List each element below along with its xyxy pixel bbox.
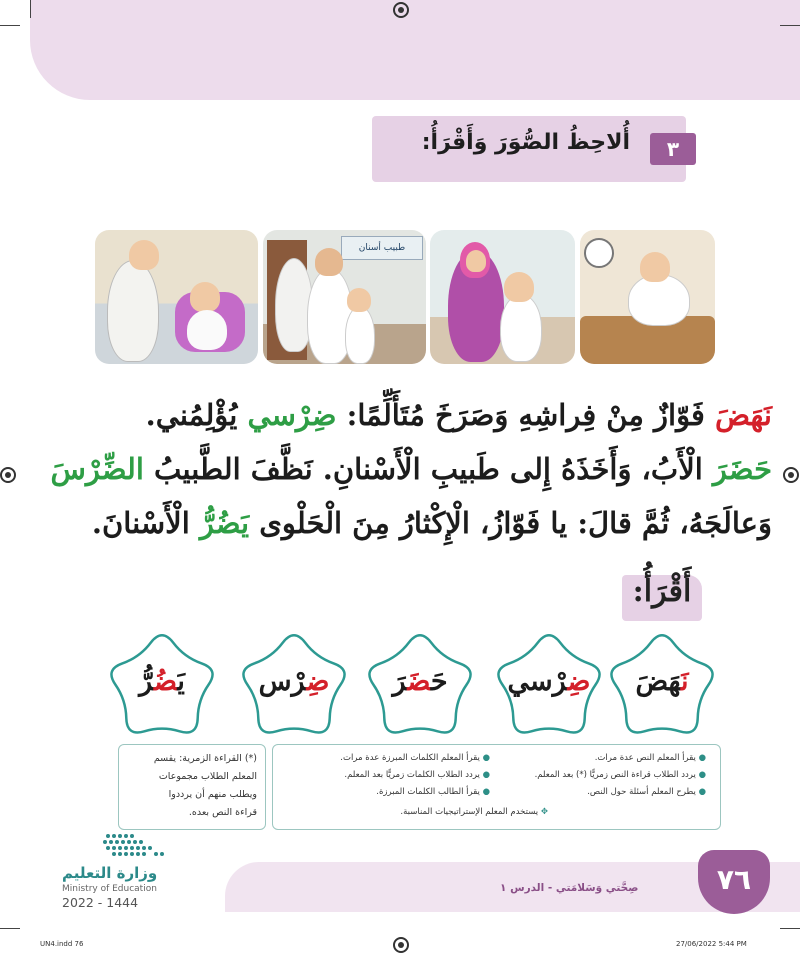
word-star-4	[232, 626, 356, 744]
word-part: يَ	[177, 666, 185, 697]
footnote-line: (*) القراءة الزمرية: يقسم	[153, 753, 257, 764]
word-star-5	[100, 626, 224, 744]
section-number: ٣	[650, 133, 696, 165]
word-star-2	[487, 626, 611, 744]
crop-mark	[780, 928, 800, 929]
word-part: رَ	[392, 666, 408, 697]
slug-date: 27/06/2022 5:44 PM	[676, 940, 747, 948]
story-segment: وَعالَجَهُ، ثُمَّ قالَ: يا فَوّازُ، الْإِكْثارُ مِنَ الْحَلْوى	[249, 506, 772, 540]
note-left-1: ● يقرأ المعلم الكلمات المبرزة عدة مرات.	[340, 753, 490, 763]
crop-mark	[30, 0, 31, 18]
top-banner	[30, 0, 800, 100]
word-part: ضُ	[153, 666, 178, 697]
registration-mark	[783, 467, 799, 483]
ministry-name-arabic: وزارة التعليم	[62, 864, 158, 882]
clinic-sign: طبيب أسنان	[341, 236, 423, 260]
word-part: ضِ	[306, 666, 330, 697]
teacher-notes-box	[272, 744, 721, 830]
edition-year: 2022 - 1444	[62, 895, 139, 910]
story-segment: الضِّرْسَ	[50, 452, 144, 486]
crop-mark	[780, 25, 800, 26]
story-segment: فَوّازٌ مِنْ فِراشِهِ وَصَرَخَ مُتَأَلِّمًا:	[336, 398, 716, 432]
story-segment: الْأَسْنانَ.	[91, 506, 200, 540]
word-part: رْسي	[507, 666, 568, 697]
read-title: أَقْرَأُ:	[632, 574, 692, 609]
note-right-2: ● يردد الطلاب قراءة النص زمريًّا (*) بعد المعلم.	[534, 770, 706, 780]
ministry-name-english: Ministry of Education	[62, 884, 157, 894]
story-segment: ضِرْسي	[247, 398, 337, 432]
word-part: ضَ	[407, 666, 431, 697]
picture-father-and-son-at-clinic	[263, 230, 426, 364]
word-star-3	[358, 626, 482, 744]
word-part: هَضَ	[635, 666, 681, 697]
registration-mark	[393, 2, 409, 18]
star-word	[358, 666, 482, 697]
ministry-logo-icon	[100, 832, 170, 860]
section-title: أُلاحِظُ الصُّوَرَ وَأَقْرَأُ:	[421, 130, 630, 155]
star-word	[100, 666, 224, 697]
story-segment: يَضُرُّ	[199, 506, 250, 540]
crop-mark	[0, 25, 20, 26]
footnote-line: ويطلب منهم أن يرددوا	[168, 789, 257, 800]
word-part: نَ	[681, 666, 689, 697]
note-right-3: ● يطرح المعلم أسئلة حول النص.	[587, 787, 706, 797]
story-segment: حَضَرَ	[712, 452, 772, 486]
story-line-3	[72, 506, 772, 540]
note-left-2: ● يردد الطلاب الكلمات زمريًّا بعد المعلم.	[344, 770, 490, 780]
picture-mother-comforting-son	[430, 230, 575, 364]
word-part: ضِ	[567, 666, 591, 697]
story-segment: نَهَضَ	[715, 398, 772, 432]
story-segment: الْأَبُ، وَأَخَذَهُ إِلى طَبيبِ الْأَسْنانِ. نَظَّفَ الطَّبيبُ	[143, 452, 713, 486]
word-part: حَ	[430, 666, 448, 697]
word-star-1	[600, 626, 724, 744]
page-number: ٧٦	[698, 850, 770, 914]
note-strategy: ✥ يستخدم المعلم الإستراتيجيات المناسبة.	[400, 807, 548, 817]
picture-dentist-treatment	[95, 230, 258, 364]
word-part: رُّ	[139, 666, 154, 697]
registration-mark	[0, 467, 16, 483]
footnote-box	[118, 744, 266, 830]
footnote-line: المعلم الطلاب مجموعات	[158, 771, 257, 782]
word-part: رْس	[258, 666, 307, 697]
registration-mark	[393, 937, 409, 953]
note-left-3: ● يقرأ الطالب الكلمات المبرزة.	[376, 787, 490, 797]
slug-file: UN4.indd 76	[40, 940, 84, 948]
picture-boy-in-bed	[580, 230, 715, 364]
star-word	[487, 666, 611, 697]
footnote-line: قراءة النص بعده.	[188, 807, 257, 818]
note-right-1: ● يقرأ المعلم النص عدة مرات.	[594, 753, 706, 763]
story-line-1	[72, 398, 772, 432]
story-segment: يُؤْلِمُني.	[145, 398, 248, 432]
lesson-label: صِحَّتي وَسَلامَتي - الدرس ١	[500, 882, 639, 894]
story-line-2	[50, 452, 772, 486]
star-word	[600, 666, 724, 697]
star-word	[232, 666, 356, 697]
crop-mark	[0, 928, 20, 929]
